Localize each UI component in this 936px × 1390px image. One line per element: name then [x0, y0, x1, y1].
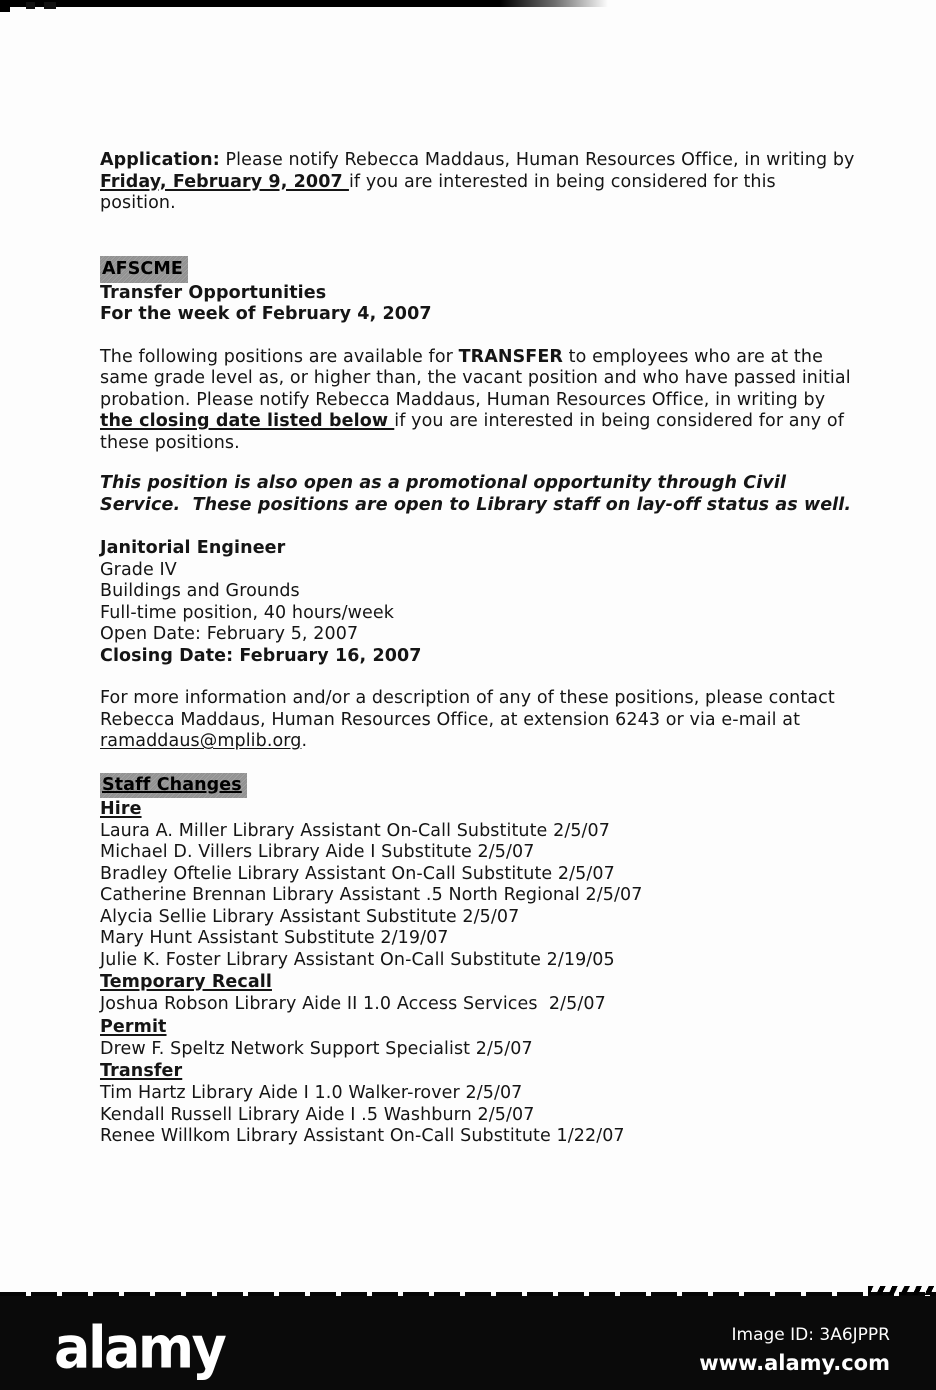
scan-artifact-dash: [26, 2, 35, 9]
job-grade: Grade IV: [100, 559, 177, 580]
staff-entry: Kendall Russell Library Aide I .5 Washburn 2/5/07: [100, 1104, 535, 1125]
application-deadline-date: Friday, February 9, 2007: [100, 171, 349, 192]
staff-entry: Drew F. Speltz Network Support Specialist 2/5/07: [100, 1038, 533, 1059]
job-schedule: Full-time position, 40 hours/week: [100, 602, 394, 623]
staff-entry: Julie K. Foster Library Assistant On-Call Substitute 2/19/05: [100, 949, 615, 970]
alamy-logo: alamy: [54, 1313, 225, 1382]
section-label-transfer: Transfer: [100, 1061, 183, 1081]
staff-changes-highlight-heading: Staff Changes: [100, 773, 247, 798]
staff-entry: Laura A. Miller Library Assistant On-Call Substitute 2/5/07: [100, 820, 611, 841]
alamy-watermark-bar: [0, 1296, 936, 1390]
scan-artifact-dash: [44, 2, 56, 9]
staff-entry: Bradley Oftelie Library Assistant On-Call Substitute 2/5/07: [100, 863, 615, 884]
section-label-temporary-recall: Temporary Recall: [100, 972, 272, 992]
scan-artifact-hatch-marks: [868, 1286, 936, 1295]
staff-entry: Joshua Robson Library Aide II 1.0 Access Services 2/5/07: [100, 994, 606, 1014]
staff-changes-heading-row: [100, 773, 856, 798]
contact-text-before-email: For more information and/or a description of any of these positions, please contact Rebecca Maddaus, Human Resources Office, at extension 6243 or via e-mail at: [100, 688, 835, 730]
closing-date-phrase: the closing date listed below: [100, 411, 395, 431]
staff-entry: Michael D. Villers Library Aide I Substitute 2/5/07: [100, 842, 535, 862]
application-label: Application:: [100, 150, 220, 170]
section-label-hire: Hire: [100, 798, 142, 819]
staff-entry: Alycia Sellie Library Assistant Substitute 2/5/07: [100, 906, 520, 927]
application-text-after-date: if you are interested in being considered for this position.: [100, 171, 776, 213]
scan-artifact-top-line: [0, 0, 610, 7]
week-of-subtitle: For the week of February 4, 2007: [100, 304, 432, 324]
staff-entry: Mary Hunt Assistant Substitute 2/19/07: [100, 928, 449, 948]
watermark-info: [699, 1324, 890, 1376]
afscme-highlight-heading: AFSCME: [100, 256, 188, 283]
scan-artifact-top-left-mark: [0, 0, 10, 12]
staff-entry: Renee Willkom Library Assistant On-Call Substitute 1/22/07: [100, 1126, 625, 1146]
contact-email-link: ramaddaus@mplib.org: [100, 731, 302, 751]
job-posting-block: [100, 538, 856, 667]
transfer-text-1: The following positions are available for: [100, 346, 459, 367]
transfer-text-3: if you are interested in being considered for any of these positions.: [100, 411, 844, 453]
job-open-date: Open Date: February 5, 2007: [100, 624, 359, 644]
transfer-info-paragraph: [100, 347, 856, 455]
staff-entry: Tim Hartz Library Aide I 1.0 Walker-rover 2/5/07: [100, 1083, 523, 1103]
contact-paragraph: [100, 688, 856, 753]
job-department: Buildings and Grounds: [100, 581, 300, 601]
image-id-text: Image ID: 3A6JPPR: [731, 1325, 890, 1345]
afscme-heading-row: [100, 256, 856, 283]
memo-document: [100, 150, 856, 1148]
staff-entry: Catherine Brennan Library Assistant .5 North Regional 2/5/07: [100, 885, 643, 905]
application-text-before-date: Please notify Rebecca Maddaus, Human Resources Office, in writing by: [219, 150, 855, 170]
application-paragraph: [100, 150, 856, 215]
transfer-text-2: to employees who are at the same grade level as, or higher than, the vacant position and who have passed initial probation. Please notify Rebecca Maddaus, Human Resources Office, in writing by: [100, 346, 851, 410]
transfer-word: TRANSFER: [458, 346, 563, 367]
contact-text-after-email: .: [301, 731, 308, 751]
promotional-note: This position is also open as a promotional opportunity through Civil Service. These positions are open to Library staff on lay-off status as well.: [100, 473, 852, 515]
section-label-permit: Permit: [100, 1016, 167, 1037]
job-closing-date: Closing Date: February 16, 2007: [100, 645, 422, 666]
transfer-opportunities-title: Transfer Opportunities: [100, 282, 327, 303]
job-title: Janitorial Engineer: [100, 538, 286, 558]
alamy-url-text: www.alamy.com: [699, 1351, 890, 1375]
